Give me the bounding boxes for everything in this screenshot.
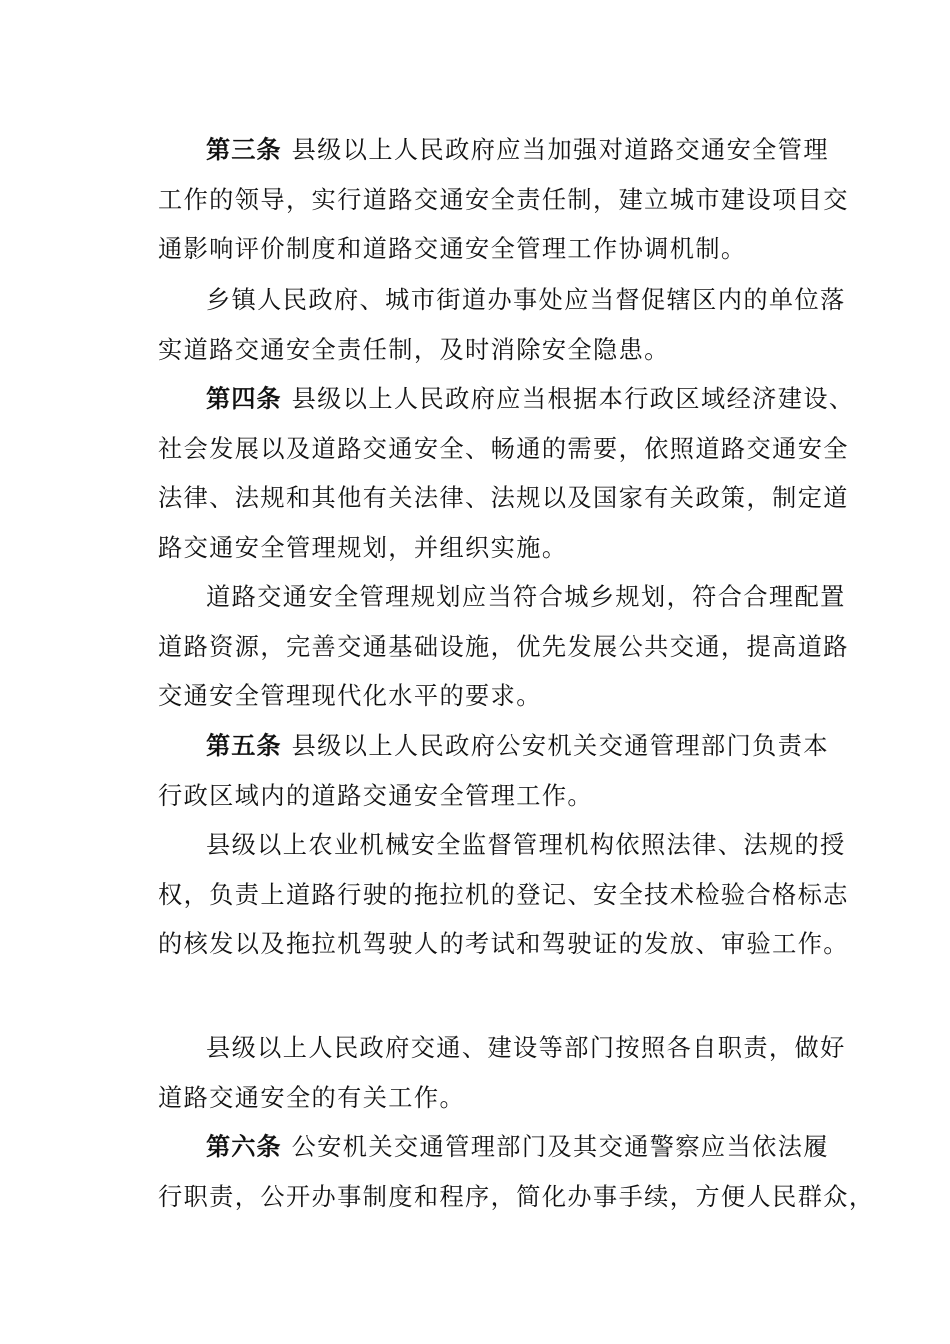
line-text: 交通安全管理现代化水平的要求。 bbox=[158, 682, 542, 710]
line-text: 的核发以及拖拉机驾驶人的考试和驾驶证的发放、审验工作。 bbox=[158, 930, 849, 958]
article-title: 第四条 bbox=[206, 385, 282, 413]
line-text: 权，负责上道路行驶的拖拉机的登记、安全技术检验合格标志 bbox=[158, 880, 849, 909]
line-text: 社会发展以及道路交通安全、畅通的需要，依照道路交通安全 bbox=[158, 434, 849, 463]
line-text: 道路交通安全的有关工作。 bbox=[158, 1083, 466, 1112]
line-text: 路交通安全管理规划，并组织实施。 bbox=[158, 533, 568, 562]
line-text: 道路资源，完善交通基础设施，优先发展公共交通，提高道路 bbox=[158, 632, 849, 661]
paragraph bbox=[158, 1024, 846, 1123]
paragraph-article-5 bbox=[158, 722, 829, 821]
line-text: 行政区域内的道路交通安全管理工作。 bbox=[158, 781, 593, 810]
article-title: 第三条 bbox=[206, 136, 282, 164]
line-text: 工作的领导，实行道路交通安全责任制，建立城市建设项目交 bbox=[158, 185, 849, 214]
line-text: 通影响评价制度和道路交通安全管理工作协调机制。 bbox=[158, 235, 747, 263]
line-text: 县级以上人民政府应当加强对道路交通安全管理 bbox=[291, 136, 829, 164]
paragraph bbox=[158, 573, 849, 722]
line-text: 县级以上人民政府交通、建设等部门按照各自职责，做好 bbox=[206, 1034, 846, 1062]
paragraph bbox=[158, 276, 846, 375]
paragraph-line bbox=[158, 722, 829, 772]
line-text: 乡镇人民政府、城市街道办事处应当督促辖区内的单位落 bbox=[206, 286, 846, 314]
paragraph-line bbox=[158, 126, 829, 176]
line-text: 行职责，公开办事制度和程序，简化办事手续，方便人民群众， bbox=[158, 1182, 875, 1211]
article-title: 第五条 bbox=[206, 732, 282, 760]
paragraph-article-3 bbox=[158, 126, 849, 275]
line-text: 县级以上人民政府应当根据本行政区域经济建设、 bbox=[291, 385, 855, 413]
paragraph-line bbox=[158, 1123, 829, 1173]
line-text: 道路交通安全管理规划应当符合城乡规划，符合合理配置 bbox=[206, 583, 846, 611]
paragraph-article-6 bbox=[158, 1123, 875, 1222]
line-text: 县级以上人民政府公安机关交通管理部门负责本 bbox=[291, 732, 829, 760]
article-title: 第六条 bbox=[206, 1133, 282, 1161]
line-text: 实道路交通安全责任制，及时消除安全隐患。 bbox=[158, 335, 670, 364]
line-text: 公安机关交通管理部门及其交通警察应当依法履 bbox=[291, 1133, 829, 1161]
paragraph bbox=[158, 821, 849, 970]
line-text: 县级以上农业机械安全监督管理机构依照法律、法规的授 bbox=[206, 831, 846, 859]
paragraph-article-4 bbox=[158, 375, 855, 573]
paragraph-line bbox=[158, 375, 855, 425]
line-text: 法律、法规和其他有关法律、法规以及国家有关政策，制定道 bbox=[158, 484, 849, 512]
